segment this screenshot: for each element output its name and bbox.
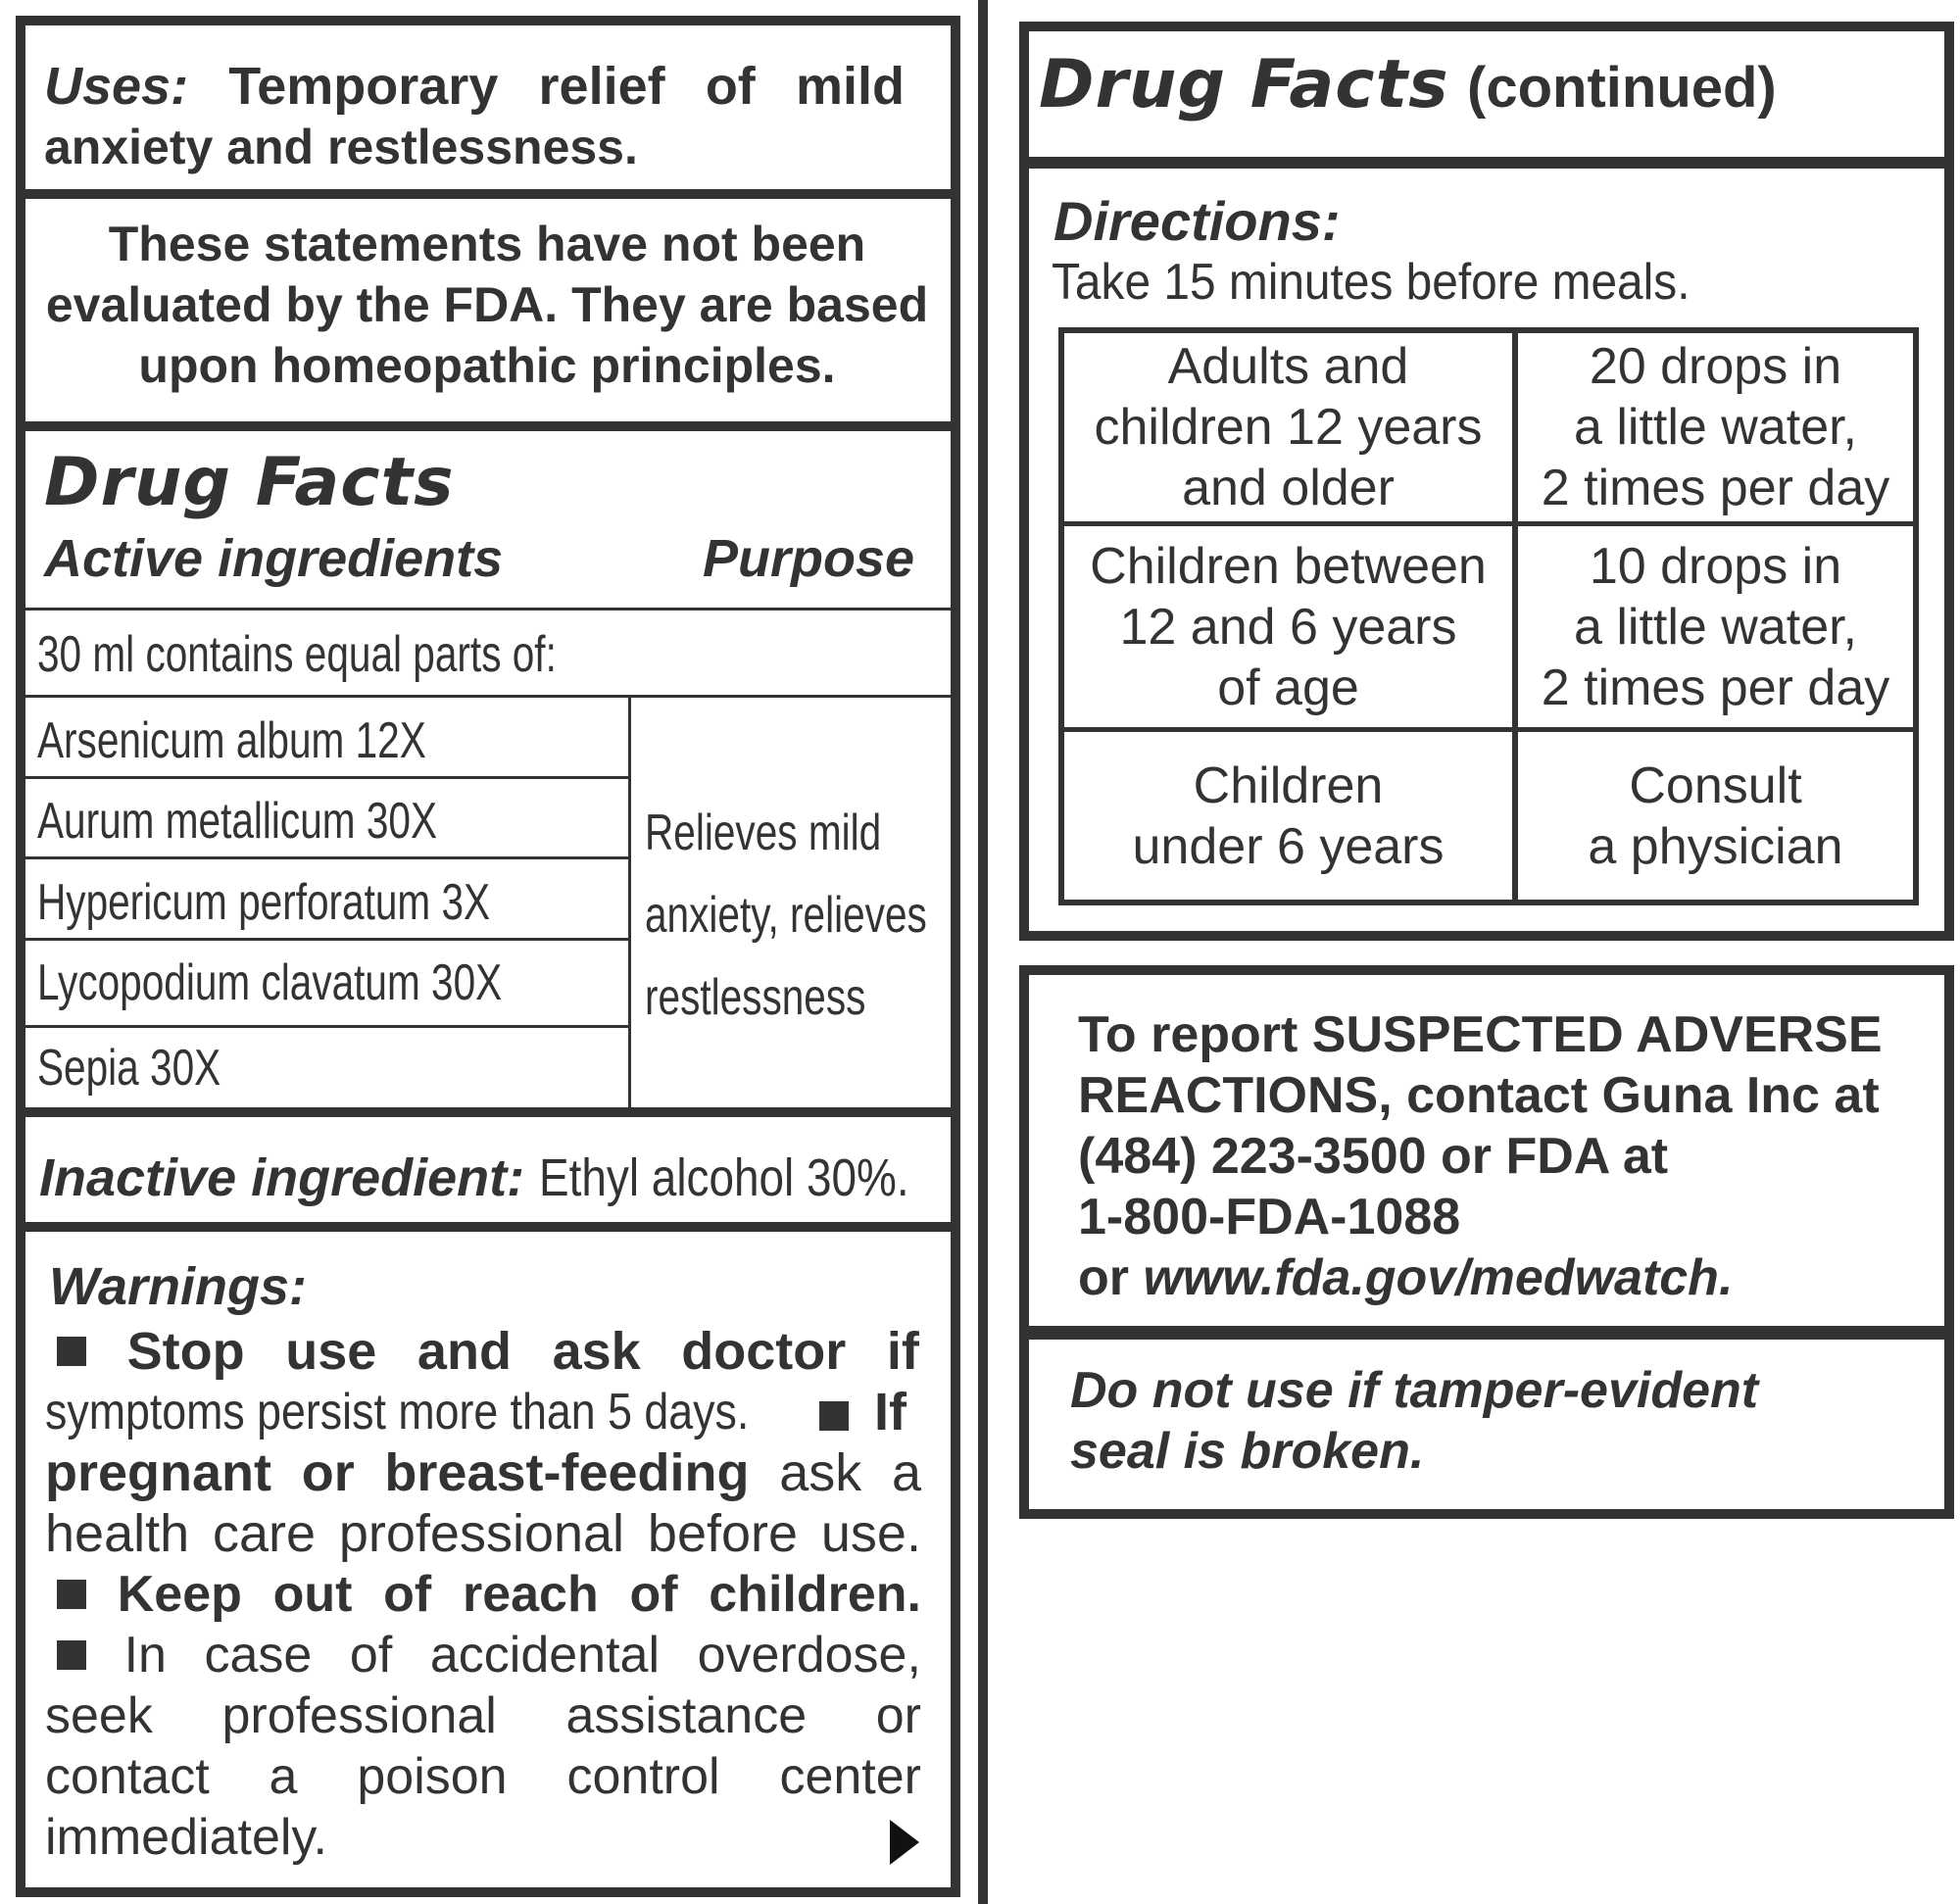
warning-word: reach xyxy=(462,1566,599,1623)
warning-word: accidental xyxy=(429,1627,660,1684)
seal-line: Do not use if tamper-evident xyxy=(1070,1362,1759,1419)
warning-word: health xyxy=(45,1504,190,1563)
fda-line: evaluated by the FDA. They are based xyxy=(45,277,929,332)
divider xyxy=(24,1107,951,1117)
fda-line: upon homeopathic principles. xyxy=(138,338,836,393)
table-cell-dose xyxy=(1518,333,1913,521)
drug-facts-title: Drug Facts xyxy=(44,444,455,521)
warning-word: overdose, xyxy=(697,1627,921,1684)
warnings-line xyxy=(45,1504,921,1563)
directions-intro: Take 15 minutes before meals. xyxy=(1052,254,1690,311)
warning-word: doctor xyxy=(681,1322,847,1381)
cell-line: 2 times per day xyxy=(1541,460,1890,516)
warning-word: a xyxy=(891,1443,921,1502)
report-line: To report SUSPECTED ADVERSE xyxy=(1078,1006,1883,1063)
warning-word: or xyxy=(875,1687,921,1744)
inactive-value: Ethyl alcohol 30%. xyxy=(539,1148,909,1207)
divider xyxy=(24,189,951,199)
bullet-square-icon xyxy=(57,1337,86,1366)
cell-line: and older xyxy=(1182,460,1395,516)
divider xyxy=(628,695,631,1108)
warnings-line xyxy=(45,1443,921,1502)
warning-word: professional xyxy=(221,1687,497,1744)
warning-word: and xyxy=(416,1322,512,1381)
fda-statement xyxy=(29,214,945,396)
cell-line: a little water, xyxy=(1573,399,1858,456)
report-line: (484) 223-3500 or FDA at xyxy=(1078,1128,1669,1185)
warning-word: breast-feeding xyxy=(384,1443,750,1502)
warnings-line: immediately. xyxy=(45,1809,328,1866)
warning-word: of xyxy=(629,1566,678,1623)
divider xyxy=(24,608,951,610)
warning-word: If xyxy=(874,1383,906,1441)
cell-line: a physician xyxy=(1588,817,1843,875)
panel-separator xyxy=(978,0,988,1904)
seal-warning xyxy=(1070,1360,1758,1482)
warning-word: poison xyxy=(357,1748,508,1805)
divider xyxy=(24,1222,951,1232)
cell-line: Children xyxy=(1193,757,1384,814)
divider xyxy=(24,856,629,859)
inactive-ingredient xyxy=(39,1147,974,1209)
warnings-line xyxy=(57,1565,921,1624)
warning-word: children. xyxy=(709,1566,921,1623)
ingredient-row: Sepia 30X xyxy=(37,1040,221,1097)
warning-word: contact xyxy=(45,1748,210,1805)
cell-line: children 12 years xyxy=(1094,399,1483,456)
warning-word: center xyxy=(779,1748,921,1805)
warning-word: ask xyxy=(779,1443,862,1502)
warning-word: a xyxy=(269,1748,298,1805)
bullet-square-icon xyxy=(57,1640,86,1670)
warning-word: if xyxy=(886,1322,919,1381)
warning-word: before xyxy=(647,1504,799,1563)
uses-label: Uses: xyxy=(44,57,189,116)
warning-word: assistance xyxy=(565,1687,808,1744)
warning-word: out xyxy=(272,1566,353,1623)
table-cell-who xyxy=(1064,333,1512,521)
report-text xyxy=(1078,1004,1883,1308)
uses-word: mild xyxy=(795,57,905,116)
purpose-line: restlessness xyxy=(645,969,866,1026)
ingredient-row: Lycopodium clavatum 30X xyxy=(37,954,503,1011)
warning-text: symptoms persist more than 5 days. xyxy=(45,1384,750,1440)
warnings-title: Warnings: xyxy=(49,1257,308,1316)
cell-line: Children between xyxy=(1090,537,1487,595)
fda-line: These statements have not been xyxy=(108,217,866,271)
bullet-square-icon xyxy=(57,1580,86,1609)
uses-word: of xyxy=(705,57,756,116)
report-or: or xyxy=(1078,1249,1129,1306)
cell-line: 10 drops in xyxy=(1589,537,1842,595)
medwatch-link[interactable]: www.fda.gov/medwatch. xyxy=(1143,1249,1734,1306)
continue-arrow-icon xyxy=(888,1818,921,1867)
divider xyxy=(1027,1326,1946,1340)
warning-word: professional xyxy=(338,1504,625,1563)
active-ingredients-label: Active ingredients xyxy=(44,529,504,588)
ingredient-row: Aurum metallicum 30X xyxy=(37,793,438,850)
warning-word: ask xyxy=(552,1322,641,1381)
seal-line: seal is broken. xyxy=(1070,1423,1425,1480)
divider xyxy=(24,1025,629,1028)
warnings-line xyxy=(819,1383,906,1441)
cell-line: 12 and 6 years xyxy=(1119,598,1457,656)
divider xyxy=(24,776,629,779)
uses-line-1 xyxy=(44,57,905,116)
warning-word: care xyxy=(212,1504,317,1563)
warning-word: In xyxy=(123,1627,167,1684)
table-cell-dose xyxy=(1518,526,1913,727)
warnings-line xyxy=(45,1383,863,1441)
inactive-label: Inactive ingredient: xyxy=(39,1148,525,1207)
table-cell-who xyxy=(1064,526,1512,727)
cell-line: Consult xyxy=(1629,757,1802,814)
divider xyxy=(24,695,951,698)
warning-word: of xyxy=(383,1566,432,1623)
continued-label: (continued) xyxy=(1467,56,1777,120)
warning-word: or xyxy=(301,1443,355,1502)
ingredient-row: Hypericum perforatum 3X xyxy=(37,874,491,931)
warning-word: Keep xyxy=(117,1566,242,1623)
table-cell-dose xyxy=(1518,732,1913,900)
table-cell-who xyxy=(1064,732,1512,900)
cell-line: Adults and xyxy=(1167,338,1409,395)
warnings-line xyxy=(45,1747,921,1806)
cell-line: 20 drops in xyxy=(1589,338,1842,395)
continued-header xyxy=(1039,44,1777,144)
uses-line-2: anxiety and restlessness. xyxy=(44,120,638,174)
ingredient-row: Arsenicum album 12X xyxy=(37,712,426,769)
warnings-line xyxy=(57,1322,919,1381)
uses-word: Temporary xyxy=(228,57,499,116)
warning-word: case xyxy=(204,1627,313,1684)
cell-line: a little water, xyxy=(1573,598,1858,656)
purpose-label: Purpose xyxy=(702,529,914,588)
warning-word: of xyxy=(349,1627,393,1684)
warning-word: use. xyxy=(820,1504,921,1563)
purpose-text xyxy=(645,792,1006,1039)
contains-text: 30 ml contains equal parts of: xyxy=(37,626,557,683)
cell-line: under 6 years xyxy=(1132,817,1445,875)
purpose-line: Relieves mild xyxy=(645,805,882,861)
uses-word: relief xyxy=(538,57,665,116)
directions-label: Directions: xyxy=(1054,190,1341,252)
warning-word: use xyxy=(285,1322,377,1381)
bullet-square-icon xyxy=(819,1401,849,1431)
warnings-line xyxy=(45,1686,921,1745)
drug-facts-title: Drug Facts xyxy=(1039,46,1449,123)
warning-word: pregnant xyxy=(45,1443,272,1502)
divider xyxy=(24,421,951,431)
divider xyxy=(24,938,629,941)
warning-word: Stop xyxy=(126,1322,245,1381)
cell-line: of age xyxy=(1217,659,1359,716)
purpose-line: anxiety, relieves xyxy=(645,887,927,944)
cell-line: 2 times per day xyxy=(1541,659,1890,716)
divider xyxy=(1027,157,1946,169)
warnings-line xyxy=(57,1626,921,1684)
warning-word: seek xyxy=(45,1687,153,1744)
report-line: 1-800-FDA-1088 xyxy=(1078,1189,1461,1245)
warning-word: control xyxy=(566,1748,720,1805)
report-line: REACTIONS, contact Guna Inc at xyxy=(1078,1067,1880,1124)
